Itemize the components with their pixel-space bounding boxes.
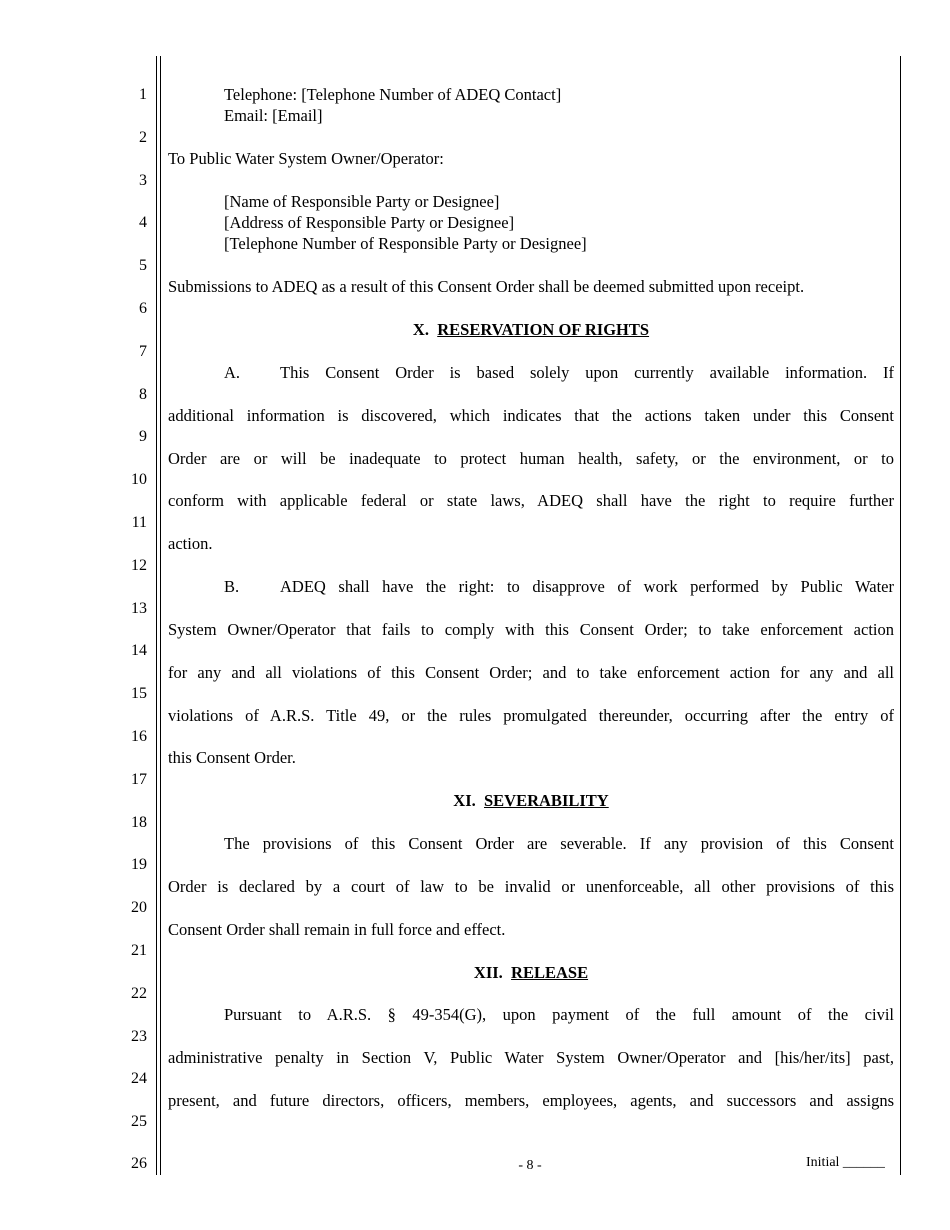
line-number: 23 (131, 1027, 147, 1045)
para-a-line: This Consent Order is based solely upon currently available information. If (280, 363, 894, 382)
owner-name: [Name of Responsible Party or Designee] (224, 192, 500, 211)
para-b-line: for any and all violations of this Consent Order; and to take enforcement action for any and all (168, 663, 894, 682)
line-number: 6 (139, 300, 147, 317)
para-a-line: conform with applicable federal or state laws, ADEQ shall have the right to require further (168, 491, 894, 510)
line-number: 20 (131, 899, 147, 917)
line-numbers (100, 0, 150, 1230)
line-number: 7 (139, 342, 147, 360)
line-number: 15 (131, 685, 147, 703)
owner-telephone: [Telephone Number of Responsible Party or Designee] (224, 234, 587, 253)
section-x-number: X. (412, 320, 429, 339)
page-number: - 8 - (518, 1158, 542, 1173)
owner-heading: To Public Water System Owner/Operator: (168, 149, 444, 168)
release-line: Pursuant to A.R.S. § 49-354(G), upon payment of the full amount of the civil (224, 1005, 894, 1024)
severability-line: Consent Order shall remain in full force and effect. (168, 920, 506, 939)
line-number: 9 (139, 428, 147, 446)
para-b-line: this Consent Order. (168, 748, 296, 767)
section-xii-heading (168, 963, 894, 983)
line-number: 5 (139, 257, 147, 275)
right-margin-rule (900, 56, 901, 1175)
line-number: 1 (139, 86, 147, 103)
line-number: 3 (139, 171, 147, 189)
line-number: 4 (139, 214, 147, 232)
severability-line: The provisions of this Consent Order are severable. If any provision of this Consent (224, 834, 894, 853)
section-xii-number: XII. (473, 963, 503, 982)
line-number-partial: 26 (131, 1155, 147, 1172)
release-line: present, and future directors, officers, members, employees, agents, and successors and assigns (168, 1091, 894, 1110)
line-number: 24 (131, 1070, 147, 1088)
line-number: 21 (131, 942, 147, 959)
section-xi-heading (168, 791, 894, 811)
left-margin-rule-inner (160, 56, 161, 1175)
line-number: 25 (131, 1113, 147, 1131)
line-number: 11 (131, 514, 147, 531)
section-x-title: RESERVATION OF RIGHTS (437, 320, 650, 339)
release-line: administrative penalty in Section V, Public Water System Owner/Operator and [his/her/its] past, (168, 1048, 894, 1067)
line-number: 14 (131, 642, 147, 660)
line-number: 2 (139, 128, 147, 146)
line-number: 16 (131, 728, 147, 745)
adeq-telephone: Telephone: [Telephone Number of ADEQ Contact] (224, 85, 562, 104)
para-a-label: A. (224, 363, 241, 382)
section-xi-title: SEVERABILITY (484, 791, 609, 810)
para-b-line: ADEQ shall have the right: to disapprove of work performed by Public Water (280, 577, 894, 596)
left-margin-rule-outer (156, 56, 157, 1175)
para-a-line: action. (168, 534, 213, 553)
para-a-line: additional information is discovered, which indicates that the actions taken under this Consent (168, 406, 894, 425)
line-number: 18 (131, 813, 147, 831)
line-number: 13 (131, 599, 147, 617)
submissions-text: Submissions to ADEQ as a result of this Consent Order shall be deemed submitted upon receipt. (168, 277, 805, 296)
para-b-line: violations of A.R.S. Title 49, or the rules promulgated thereunder, occurring after the entry of (168, 706, 894, 725)
section-x-heading (168, 320, 894, 340)
line-number: 22 (131, 984, 147, 1002)
section-xi-number: XI. (453, 791, 476, 810)
severability-line: Order is declared by a court of law to be invalid or unenforceable, all other provisions of this (168, 877, 894, 896)
para-a-line: Order are or will be inadequate to protect human health, safety, or the environment, or to (168, 449, 894, 468)
owner-address: [Address of Responsible Party or Designee] (224, 213, 515, 232)
section-xii-title: RELEASE (511, 963, 589, 982)
line-number: 10 (131, 471, 147, 489)
para-b-line: System Owner/Operator that fails to comply with this Consent Order; to take enforcement action (168, 620, 894, 639)
adeq-email: Email: [Email] (224, 106, 323, 125)
line-number: 8 (139, 385, 147, 403)
line-number: 17 (131, 770, 147, 788)
line-number: 12 (131, 556, 147, 574)
initial-line: Initial ______ (806, 1155, 885, 1170)
line-number: 19 (131, 856, 147, 874)
para-b-label: B. (224, 577, 240, 596)
